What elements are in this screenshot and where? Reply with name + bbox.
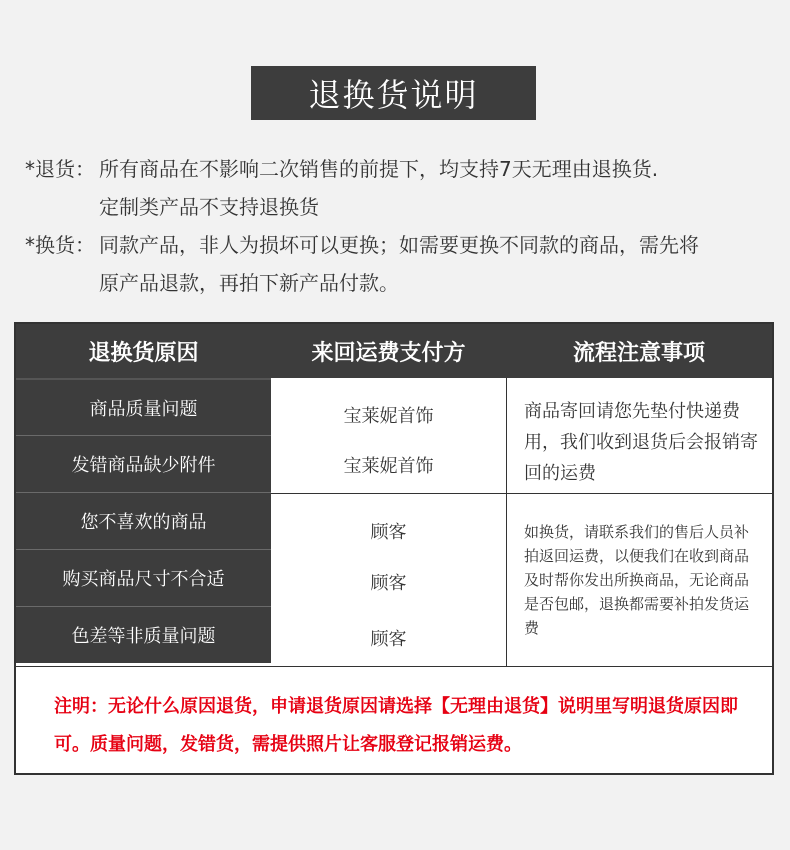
payer-cell: 顾客 [370,573,407,594]
payer-cell: 宝莱妮首饰 [343,406,434,427]
reason-cell: 色差等非质量问题 [16,606,271,663]
table-header [16,324,772,378]
return-text-2: 定制类产品不支持退换货 [99,195,319,219]
page-title: 退换货说明 [251,66,536,120]
return-label: *退货： [25,157,95,181]
exchange-label: *换货： [25,233,95,257]
policy-section [25,150,775,302]
column-divider [506,378,507,666]
header-process: 流程注意事项 [572,340,705,366]
return-text-1: 所有商品在不影响二次销售的前提下，均支持7天无理由退换货. [99,157,659,181]
exchange-text-2: 原产品退款，再拍下新产品付款。 [99,271,399,295]
reason-cell: 您不喜欢的商品 [16,492,271,549]
reason-cell: 发错商品缺少附件 [16,435,271,492]
reason-cell: 商品质量问题 [16,378,271,435]
exchange-text-1: 同款产品，非人为损坏可以更换；如需要更换不同款的商品，需先将 [99,233,699,257]
table-divider [16,666,772,667]
exchange-policy-line-1 [25,226,775,264]
exchange-policy-line-2 [25,264,775,302]
return-policy-line-1 [25,150,775,188]
payer-cell: 顾客 [370,522,407,543]
payer-cell: 宝莱妮首饰 [343,456,434,477]
header-reason: 退换货原因 [88,340,199,366]
process-note-quality: 商品寄回请您先垫付快递费用，我们收到退货后会报销寄回的运费 [524,401,758,484]
header-payer: 来回运费支付方 [311,340,466,366]
payer-cell: 顾客 [370,629,407,650]
process-note-customer: 如换货，请联系我们的售后人员补拍返回运费，以便我们在收到商品及时帮你发出所换商品，无论商品是否包邮，退换都需要补拍发货运费 [524,523,750,637]
reason-cell: 购买商品尺寸不合适 [16,549,271,606]
return-policy-line-2 [25,188,775,226]
table-footnote: 注明：无论什么原因退货，申请退货原因请选择【无理由退货】说明里写明退货原因即可。质量问题，发错货，需提供照片让客服登记报销运费。 [54,696,738,755]
reason-column [16,378,271,663]
group-divider [271,493,772,494]
return-policy-table [14,322,774,775]
